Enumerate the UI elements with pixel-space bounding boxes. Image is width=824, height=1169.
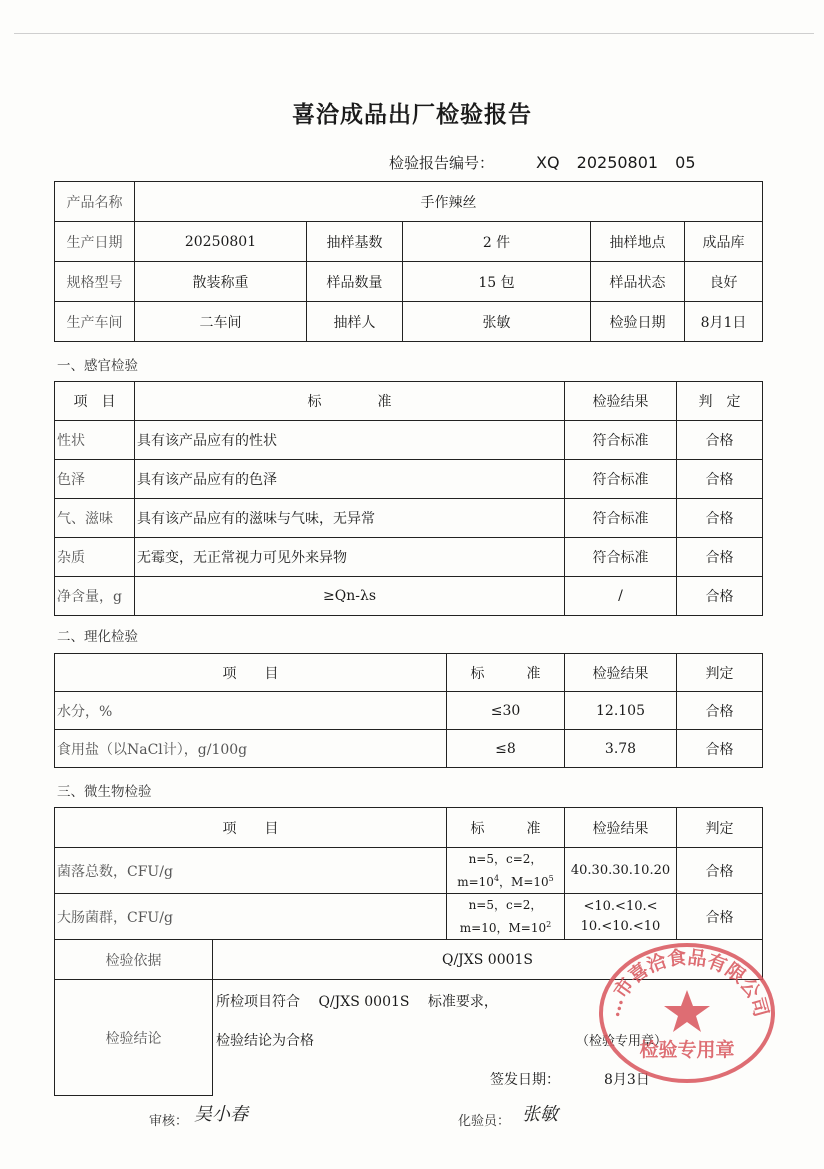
sample-qty: 15 包 xyxy=(403,262,591,302)
report-title: 喜洽成品出厂检验报告 xyxy=(292,102,532,128)
table-row xyxy=(55,460,763,499)
sensory-item: 性状 xyxy=(55,421,135,460)
micro-section-title: 三、微生物检验 xyxy=(57,784,152,800)
seal-star-icon xyxy=(664,990,710,1032)
physchem-item: 食用盐（以NaCl计），g/100g xyxy=(55,730,447,768)
sensory-item: 净含量，g xyxy=(55,577,135,616)
basis: Q/JXS 0001S xyxy=(213,940,763,980)
micro-standard-line1: n=5，c=2， xyxy=(468,852,543,866)
check-date-label: 检验日期 xyxy=(591,302,685,342)
tester-signature: 张敏 xyxy=(522,1104,558,1125)
sensory-standard: ≥Qn-λs xyxy=(135,577,565,616)
reviewer-label: 审核： xyxy=(149,1114,189,1129)
issue-date-label: 签发日期： xyxy=(490,1072,560,1088)
micro-standard-line1: n=5，c=2， xyxy=(468,898,543,912)
sample-place-label: 抽样地点 xyxy=(591,222,685,262)
sensory-result: 符合标准 xyxy=(565,499,677,538)
conclusion-line2: 检验结论为合格 xyxy=(216,1033,314,1049)
sample-state: 良好 xyxy=(685,262,763,302)
sample-place: 成品库 xyxy=(685,222,763,262)
conclusion-label: 检验结论 xyxy=(55,980,213,1096)
report-number-label: 检验报告编号： xyxy=(389,154,495,172)
sensory-table xyxy=(54,381,763,616)
physchem-judge: 合格 xyxy=(677,692,763,730)
check-date: 8月1日 xyxy=(685,302,763,342)
micro-standard-mM: m=10，M=10 xyxy=(459,921,547,935)
physchem-header-judge: 判定 xyxy=(677,654,763,692)
physchem-result: 3.78 xyxy=(565,730,677,768)
workshop-label: 生产车间 xyxy=(55,302,135,342)
production-date: 20250801 xyxy=(135,222,307,262)
sample-base-label: 抽样基数 xyxy=(307,222,403,262)
micro-standard-M: ，M=10 xyxy=(499,875,549,889)
seal-ring-text: …市喜洽食品有限公司 xyxy=(601,946,773,1020)
sensory-result: 符合标准 xyxy=(565,538,677,577)
sensory-item: 色泽 xyxy=(55,460,135,499)
micro-standard-m-exp: 4 xyxy=(493,874,500,883)
company-seal xyxy=(597,942,777,1084)
sensory-header-standard: 标 准 xyxy=(135,382,565,421)
micro-result-line2: 10.<10.<10 xyxy=(580,918,661,934)
report-number-value: XQ 20250801 05 xyxy=(536,153,696,172)
sensory-judge: 合格 xyxy=(677,577,763,616)
seal-sub-text: 检验专用章 xyxy=(639,1039,735,1061)
sensory-standard: 具有该产品应有的色泽 xyxy=(135,460,565,499)
physchem-header-item: 项 目 xyxy=(55,654,447,692)
workshop: 二车间 xyxy=(135,302,307,342)
table-row xyxy=(55,421,763,460)
sensory-judge: 合格 xyxy=(677,538,763,577)
sensory-header-result: 检验结果 xyxy=(565,382,677,421)
product-info-table xyxy=(54,181,763,342)
physchem-result: 12.105 xyxy=(565,692,677,730)
micro-item: 菌落总数，CFU/g xyxy=(55,848,447,894)
micro-result: 40.30.30.10.20 xyxy=(565,848,677,894)
product-name: 手作辣丝 xyxy=(135,182,763,222)
physchem-header-result: 检验结果 xyxy=(565,654,677,692)
spec: 散装称重 xyxy=(135,262,307,302)
physchem-header-standard: 标 准 xyxy=(447,654,565,692)
sensory-result: / xyxy=(565,577,677,616)
micro-standard xyxy=(447,848,565,894)
table-row xyxy=(55,894,763,940)
conclusion-line1: 所检项目符合 Q/JXS 0001S 标准要求， xyxy=(216,994,498,1010)
sample-state-label: 样品状态 xyxy=(591,262,685,302)
sensory-item: 杂质 xyxy=(55,538,135,577)
micro-standard-M-exp: 5 xyxy=(548,874,554,883)
micro-header-judge: 判定 xyxy=(677,808,763,848)
micro-header-result: 检验结果 xyxy=(565,808,677,848)
sensory-standard: 具有该产品应有的滋味与气味，无异常 xyxy=(135,499,565,538)
sensory-header-judge: 判 定 xyxy=(677,382,763,421)
table-row xyxy=(55,499,763,538)
micro-result xyxy=(565,894,677,940)
physchem-standard: ≤30 xyxy=(447,692,565,730)
micro-judge: 合格 xyxy=(677,848,763,894)
product-name-label: 产品名称 xyxy=(55,182,135,222)
micro-header-standard: 标 准 xyxy=(447,808,565,848)
sensory-item: 气、滋味 xyxy=(55,499,135,538)
sampler: 张敏 xyxy=(403,302,591,342)
micro-judge: 合格 xyxy=(677,894,763,940)
physchem-section-title: 二、理化检验 xyxy=(57,629,138,645)
table-row xyxy=(55,692,763,730)
sensory-result: 符合标准 xyxy=(565,460,677,499)
issue-date: 8月3日 xyxy=(604,1072,650,1088)
sensory-header-item: 项 目 xyxy=(55,382,135,421)
sensory-section-title: 一、感官检验 xyxy=(57,358,138,374)
sampler-label: 抽样人 xyxy=(307,302,403,342)
sensory-judge: 合格 xyxy=(677,460,763,499)
sensory-judge: 合格 xyxy=(677,421,763,460)
sensory-standard: 具有该产品应有的性状 xyxy=(135,421,565,460)
micro-standard-m: m=10 xyxy=(457,875,494,889)
report-number xyxy=(389,152,696,173)
table-row xyxy=(55,730,763,768)
stamp-note: （检验专用章） xyxy=(576,1034,668,1049)
physchem-judge: 合格 xyxy=(677,730,763,768)
micro-header-item: 项 目 xyxy=(55,808,447,848)
micro-item: 大肠菌群，CFU/g xyxy=(55,894,447,940)
physchem-table xyxy=(54,653,763,768)
scan-border-line xyxy=(14,33,814,34)
physchem-item: 水分，% xyxy=(55,692,447,730)
micro-standard xyxy=(447,894,565,940)
table-row xyxy=(55,538,763,577)
sample-qty-label: 样品数量 xyxy=(307,262,403,302)
production-date-label: 生产日期 xyxy=(55,222,135,262)
micro-standard-M-exp: 2 xyxy=(546,920,552,929)
micro-standard-line2 xyxy=(447,869,564,892)
sensory-judge: 合格 xyxy=(677,499,763,538)
table-row xyxy=(55,577,763,616)
sample-base: 2 件 xyxy=(403,222,591,262)
sensory-standard: 无霉变，无正常视力可见外来异物 xyxy=(135,538,565,577)
spec-label: 规格型号 xyxy=(55,262,135,302)
basis-label: 检验依据 xyxy=(55,940,213,980)
physchem-standard: ≤8 xyxy=(447,730,565,768)
table-row xyxy=(55,848,763,894)
sensory-result: 符合标准 xyxy=(565,421,677,460)
micro-standard-line2 xyxy=(447,915,564,938)
micro-result-line1: <10.<10.< xyxy=(583,898,658,914)
reviewer-signature: 吴小春 xyxy=(194,1104,248,1125)
tester-label: 化验员： xyxy=(458,1114,511,1129)
